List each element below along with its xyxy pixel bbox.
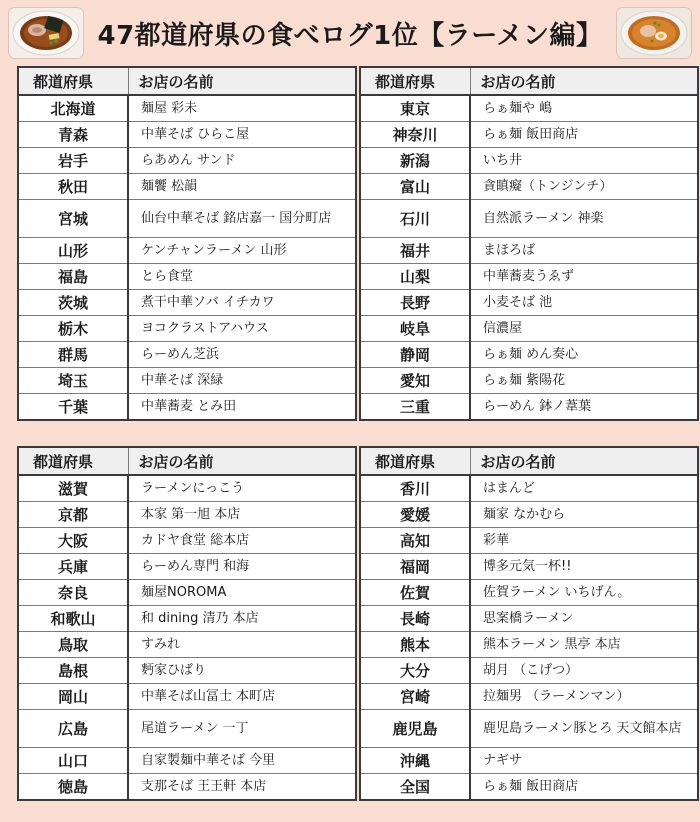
shop-name-cell: らーめん専門 和海 [128,554,356,580]
prefecture-cell: 福岡 [360,554,470,580]
column-header-shop-name: お店の名前 [470,67,698,95]
prefecture-cell: 鹿児島 [360,710,470,748]
shop-name-cell: 麪家ひばり [128,658,356,684]
shop-name-cell: ヨコクラストアハウス [128,316,356,342]
prefecture-cell: 東京 [360,95,470,122]
prefecture-cell: 広島 [18,710,128,748]
prefecture-cell: 愛知 [360,368,470,394]
table-row [360,684,698,710]
table-row [18,394,356,421]
table-row [18,368,356,394]
shop-name-cell: 自然派ラーメン 神楽 [470,200,698,238]
column-header-prefecture: 都道府県 [360,447,470,475]
page-title: 47都道府県の食べログ1位【ラーメン編】 [97,20,603,51]
shop-name-cell: ナギサ [470,748,698,774]
shop-name-cell: 貪瞋癡（トンジンチ） [470,174,698,200]
table-row [18,316,356,342]
table-row [18,200,356,238]
prefecture-cell: 茨城 [18,290,128,316]
prefecture-cell: 福島 [18,264,128,290]
column-header-prefecture: 都道府県 [18,447,128,475]
table-row [360,290,698,316]
ranking-table-4 [359,446,699,801]
shop-name-cell: らーめん 鉢ノ葦葉 [470,394,698,421]
shop-name-cell: はまんど [470,475,698,502]
table-row [18,264,356,290]
table-row [18,502,356,528]
ramen-bowl-icon [617,8,691,58]
table-row [360,394,698,421]
prefecture-cell: 京都 [18,502,128,528]
shop-name-cell: 支那そば 王王軒 本店 [128,774,356,801]
table-row [360,264,698,290]
shop-name-cell: らあめん サンド [128,148,356,174]
prefecture-cell: 岩手 [18,148,128,174]
prefecture-cell: 秋田 [18,174,128,200]
shop-name-cell: らぁ麺 めん奏心 [470,342,698,368]
prefecture-cell: 石川 [360,200,470,238]
prefecture-cell: 山口 [18,748,128,774]
table-row [18,774,356,801]
prefecture-cell: 宮城 [18,200,128,238]
table-row [18,174,356,200]
table-row [360,502,698,528]
table-row [360,148,698,174]
prefecture-cell: 徳島 [18,774,128,801]
shop-name-cell: 麺屋NOROMA [128,580,356,606]
ranking-table-3 [17,446,357,801]
table-row [360,342,698,368]
column-header-prefecture: 都道府県 [360,67,470,95]
shop-name-cell: 仙台中華そば 銘店嘉一 国分町店 [128,200,356,238]
prefecture-cell: 兵庫 [18,554,128,580]
shop-name-cell: 麺饗 松韻 [128,174,356,200]
prefecture-cell: 神奈川 [360,122,470,148]
table-row [360,748,698,774]
shop-name-cell: 中華そば山冨士 本町店 [128,684,356,710]
table-row [18,148,356,174]
ramen-bowl-icon [9,8,83,58]
shop-name-cell: 佐賀ラーメン いちげん。 [470,580,698,606]
prefecture-cell: 滋賀 [18,475,128,502]
table-row [18,658,356,684]
shop-name-cell: 中華蕎麦 とみ田 [128,394,356,421]
shop-name-cell: 自家製麺中華そば 今里 [128,748,356,774]
prefecture-cell: 福井 [360,238,470,264]
shop-name-cell: カドヤ食堂 総本店 [128,528,356,554]
prefecture-cell: 長野 [360,290,470,316]
prefecture-cell: 沖縄 [360,748,470,774]
prefecture-cell: 愛媛 [360,502,470,528]
shop-name-cell: らぁ麺 紫陽花 [470,368,698,394]
shop-name-cell: 博多元気一杯!! [470,554,698,580]
table-row [360,368,698,394]
table-row [18,475,356,502]
table-row [18,290,356,316]
shop-name-cell: 熊本ラーメン 黒亭 本店 [470,632,698,658]
shop-name-cell: すみれ [128,632,356,658]
table-row [360,95,698,122]
table-row [18,580,356,606]
table-row [360,658,698,684]
prefecture-cell: 千葉 [18,394,128,421]
table-row [18,342,356,368]
shop-name-cell: 中華蕎麦うゑず [470,264,698,290]
table-row [18,748,356,774]
shop-name-cell: 本家 第一旭 本店 [128,502,356,528]
prefecture-cell: 高知 [360,528,470,554]
prefecture-cell: 和歌山 [18,606,128,632]
column-header-shop-name: お店の名前 [128,447,356,475]
ranking-table-1 [17,66,357,421]
shop-name-cell: 尾道ラーメン 一丁 [128,710,356,748]
prefecture-cell: 新潟 [360,148,470,174]
table-row [360,475,698,502]
shop-name-cell: 彩華 [470,528,698,554]
table-row [360,710,698,748]
table-row [360,580,698,606]
shop-name-cell: 中華そば ひらこ屋 [128,122,356,148]
table-row [18,122,356,148]
shop-name-cell: らぁ麺 飯田商店 [470,774,698,801]
prefecture-cell: 富山 [360,174,470,200]
shop-name-cell: 胡月 （こげつ） [470,658,698,684]
table-row [18,554,356,580]
table-row [18,95,356,122]
prefecture-cell: 岡山 [18,684,128,710]
shop-name-cell: 信濃屋 [470,316,698,342]
shop-name-cell: まほろば [470,238,698,264]
table-row [360,238,698,264]
prefecture-cell: 青森 [18,122,128,148]
table-row [360,174,698,200]
ranking-table-2 [359,66,699,421]
table-row [360,122,698,148]
shop-name-cell: らぁ麺や 嶋 [470,95,698,122]
shop-name-cell: 和 dining 清乃 本店 [128,606,356,632]
prefecture-cell: 熊本 [360,632,470,658]
table-row [360,554,698,580]
prefecture-cell: 山梨 [360,264,470,290]
table-row [360,200,698,238]
table-row [18,632,356,658]
table-row [18,606,356,632]
table-row [18,528,356,554]
prefecture-cell: 埼玉 [18,368,128,394]
table-row [18,238,356,264]
header [0,0,700,64]
prefecture-cell: 香川 [360,475,470,502]
table-row [360,774,698,801]
table-row [360,606,698,632]
shop-name-cell: 思案橋ラーメン [470,606,698,632]
prefecture-cell: 北海道 [18,95,128,122]
shop-name-cell: らぁ麺 飯田商店 [470,122,698,148]
prefecture-cell: 群馬 [18,342,128,368]
prefecture-cell: 島根 [18,658,128,684]
shop-name-cell: 麺屋 彩未 [128,95,356,122]
shop-name-cell: 煮干中華ソバ イチカワ [128,290,356,316]
prefecture-cell: 大阪 [18,528,128,554]
table-row [360,528,698,554]
prefecture-cell: 三重 [360,394,470,421]
prefecture-cell: 奈良 [18,580,128,606]
shop-name-cell: 鹿児島ラーメン豚とろ 天文館本店 [470,710,698,748]
table-row [18,684,356,710]
prefecture-cell: 栃木 [18,316,128,342]
shop-name-cell: いち井 [470,148,698,174]
shop-name-cell: ラーメンにっこう [128,475,356,502]
shop-name-cell: らーめん芝浜 [128,342,356,368]
prefecture-cell: 全国 [360,774,470,801]
shop-name-cell: 小麦そば 池 [470,290,698,316]
prefecture-cell: 静岡 [360,342,470,368]
prefecture-cell: 宮崎 [360,684,470,710]
shop-name-cell: ケンチャンラーメン 山形 [128,238,356,264]
column-header-prefecture: 都道府県 [18,67,128,95]
table-row [360,632,698,658]
prefecture-cell: 鳥取 [18,632,128,658]
prefecture-cell: 長崎 [360,606,470,632]
prefecture-cell: 佐賀 [360,580,470,606]
table-row [360,316,698,342]
prefecture-cell: 大分 [360,658,470,684]
shop-name-cell: 麺家 なかむら [470,502,698,528]
shop-name-cell: 拉麺男 （ラーメンマン） [470,684,698,710]
column-header-shop-name: お店の名前 [470,447,698,475]
column-header-shop-name: お店の名前 [128,67,356,95]
prefecture-cell: 山形 [18,238,128,264]
shop-name-cell: とら食堂 [128,264,356,290]
shop-name-cell: 中華そば 深緑 [128,368,356,394]
prefecture-cell: 岐阜 [360,316,470,342]
table-row [18,710,356,748]
